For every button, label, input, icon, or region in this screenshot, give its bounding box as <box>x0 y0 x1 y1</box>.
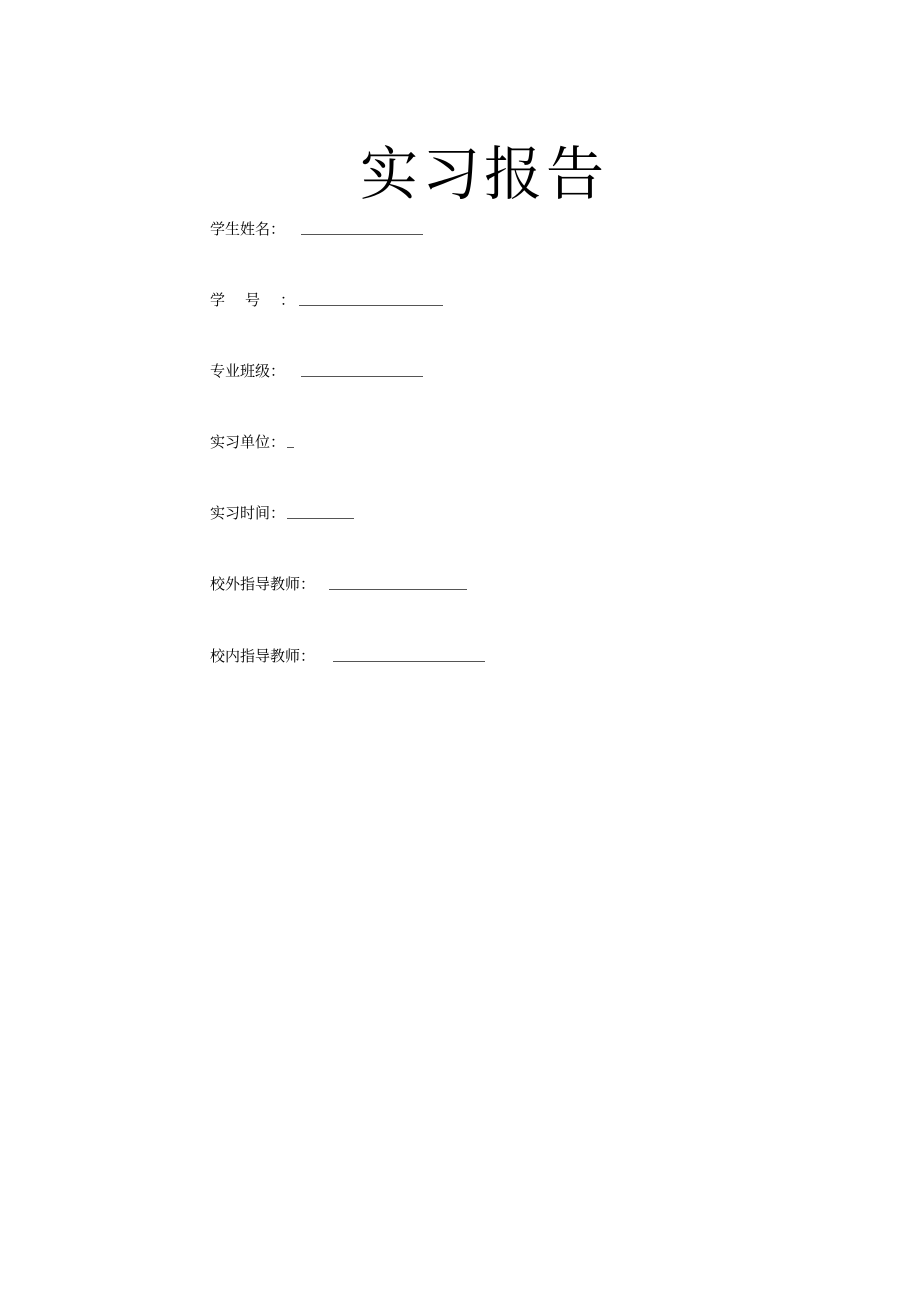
field-internal-supervisor <box>210 644 485 666</box>
fill-in-blank[interactable] <box>301 376 423 377</box>
field-label-colon: ： <box>280 291 296 309</box>
field-internship-unit <box>210 430 294 452</box>
field-label: 校内指导教师： <box>210 647 316 665</box>
field-label: 校外指导教师： <box>210 575 316 593</box>
field-major-class <box>210 359 423 381</box>
field-internship-time <box>210 501 354 523</box>
field-label: 实习时间： <box>210 504 286 522</box>
field-student-name <box>210 217 423 239</box>
fill-in-blank[interactable] <box>301 234 423 235</box>
field-label-text: 学号 <box>210 291 281 309</box>
page-title: 实习报告 <box>359 140 608 208</box>
fill-in-blank[interactable] <box>287 518 354 519</box>
fill-in-blank[interactable] <box>299 305 443 306</box>
field-student-id <box>210 288 443 310</box>
fill-in-blank[interactable] <box>287 447 294 448</box>
fill-in-blank[interactable] <box>329 589 467 590</box>
fill-in-blank[interactable] <box>333 661 485 662</box>
field-label <box>210 290 295 310</box>
field-label: 学生姓名： <box>210 220 286 238</box>
field-label: 专业班级： <box>210 362 286 380</box>
field-external-supervisor <box>210 572 467 594</box>
field-label: 实习单位： <box>210 433 286 451</box>
